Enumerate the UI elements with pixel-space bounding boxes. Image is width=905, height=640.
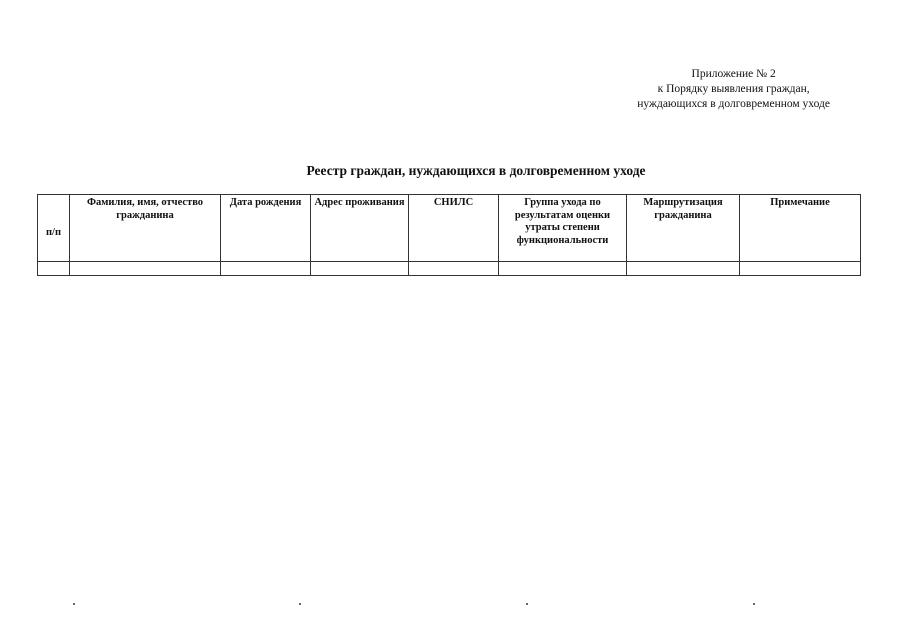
table-cell: [409, 262, 499, 276]
header-cell-routing: Маршрутизация гражданина: [627, 195, 740, 262]
header-cell-birth-date: Дата рождения: [221, 195, 311, 262]
appendix-line-2: к Порядку выявления граждан,: [657, 83, 810, 95]
table-cell: [627, 262, 740, 276]
table-row: [38, 262, 861, 276]
header-cell-care-group: Группа ухода по результатам оценки утраты степени функциональности: [499, 195, 627, 262]
document-title: Реестр граждан, нуждающихся в долговременном уходе: [306, 163, 646, 178]
table-cell: [70, 262, 221, 276]
header-cell-address: Адрес проживания: [311, 195, 409, 262]
scan-speck: [73, 603, 75, 605]
table-cell: [38, 262, 70, 276]
table-cell: [499, 262, 627, 276]
header-cell-snils: СНИЛС: [409, 195, 499, 262]
header-cell-number: п/п: [38, 195, 70, 262]
scan-speck: [526, 603, 528, 605]
scan-speck: [753, 603, 755, 605]
table-cell: [740, 262, 861, 276]
appendix-line-3: нуждающихся в долговременном уходе: [637, 98, 830, 110]
header-cell-note: Примечание: [740, 195, 861, 262]
appendix-note: [637, 67, 830, 112]
table-cell: [221, 262, 311, 276]
table-header-row: [38, 195, 861, 262]
registry-table: [37, 194, 861, 276]
header-cell-full-name: Фамилия, имя, отчество гражданина: [70, 195, 221, 262]
appendix-line-1: Приложение № 2: [691, 68, 776, 80]
table-cell: [311, 262, 409, 276]
scan-speck: [299, 603, 301, 605]
